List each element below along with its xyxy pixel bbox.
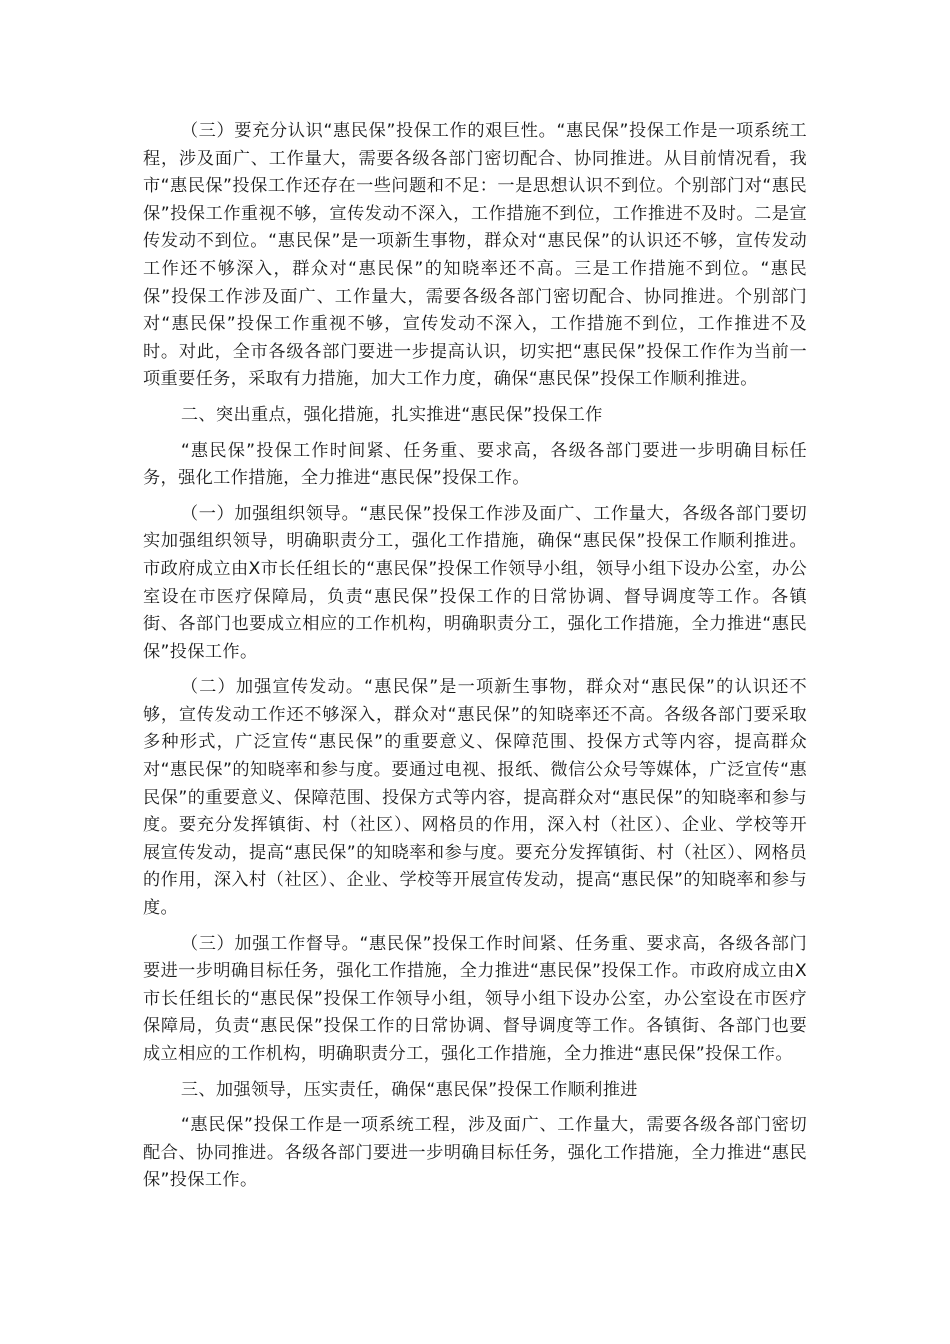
paragraph-section-2-intro: “惠民保”投保工作时间紧、任务重、要求高，各级各部门要进一步明确目标任务，强化工作措施，全力推进“惠民保”投保工作。 xyxy=(143,440,807,489)
document-body xyxy=(143,118,807,1203)
paragraph-section-2-item-3: （三）加强工作督导。“惠民保”投保工作时间紧、任务重、要求高，各级各部门要进一步明确目标任务，强化工作措施，全力推进“惠民保”投保工作。市政府成立由X市长任组长的“惠民保”投保工作领导小组，领导小组下设办公室，办公室设在市医疗保障局，负责“惠民保”投保工作的日常协调、督导调度等工作。各镇街、各部门也要成立相应的工作机构，明确职责分工，强化工作措施，全力推进“惠民保”投保工作。 xyxy=(143,933,807,1064)
paragraph-section-2-item-1: （一）加强组织领导。“惠民保”投保工作涉及面广、工作量大，各级各部门要切实加强组织领导，明确职责分工，强化工作措施，确保“惠民保”投保工作顺利推进。市政府成立由X市长任组长的“惠民保”投保工作领导小组，领导小组下设办公室，办公室设在市医疗保障局，负责“惠民保”投保工作的日常协调、督导调度等工作。各镇街、各部门也要成立相应的工作机构，明确职责分工，强化工作措施，全力推进“惠民保”投保工作。 xyxy=(143,503,807,662)
section-heading-2: 二、突出重点，强化措施，扎实推进“惠民保”投保工作 xyxy=(180,404,603,425)
paragraph-section-2-item-2: （二）加强宣传发动。“惠民保”是一项新生事物，群众对“惠民保”的认识还不够，宣传发动工作还不够深入，群众对“惠民保”的知晓率还不高。各级各部门要采取多种形式，广泛宣传“惠民保”的重要意义、保障范围、投保方式等内容，提高群众对“惠民保”的知晓率和参与度。要通过电视、报纸、微信公众号等媒体，广泛宣传“惠民保”的重要意义、保障范围、投保方式等内容，提高群众对“惠民保”的知晓率和参与度。要充分发挥镇街、村（社区）、网格员的作用，深入村（社区）、企业、学校等开展宣传发动，提高“惠民保”的知晓率和参与度。要充分发挥镇街、村（社区）、网格员的作用，深入村（社区）、企业、学校等开展宣传发动，提高“惠民保”的知晓率和参与度。 xyxy=(143,677,807,919)
paragraph-section-1-item-3: （三）要充分认识“惠民保”投保工作的艰巨性。“惠民保”投保工作是一项系统工程，涉及面广、工作量大，需要各级各部门密切配合、协同推进。从目前情况看，我市“惠民保”投保工作还存在一些问题和不足：一是思想认识不到位。个别部门对“惠民保”投保工作重视不够，宣传发动不深入，工作措施不到位，工作推进不及时。二是宣传发动不到位。“惠民保”是一项新生事物，群众对“惠民保”的认识还不够，宣传发动工作还不够深入，群众对“惠民保”的知晓率还不高。三是工作措施不到位。“惠民保”投保工作涉及面广、工作量大，需要各级各部门密切配合、协同推进。个别部门对“惠民保”投保工作重视不够，宣传发动不深入，工作措施不到位，工作推进不及时。对此，全市各级各部门要进一步提高认识，切实把“惠民保”投保工作作为当前一项重要任务，采取有力措施，加大工作力度，确保“惠民保”投保工作顺利推进。 xyxy=(143,121,807,390)
section-heading-3: 三、加强领导，压实责任，确保“惠民保”投保工作顺利推进 xyxy=(180,1079,638,1100)
paragraph-section-3-intro: “惠民保”投保工作是一项系统工程，涉及面广、工作量大，需要各级各部门密切配合、协同推进。各级各部门要进一步明确目标任务，强化工作措施，全力推进“惠民保”投保工作。 xyxy=(143,1115,807,1191)
